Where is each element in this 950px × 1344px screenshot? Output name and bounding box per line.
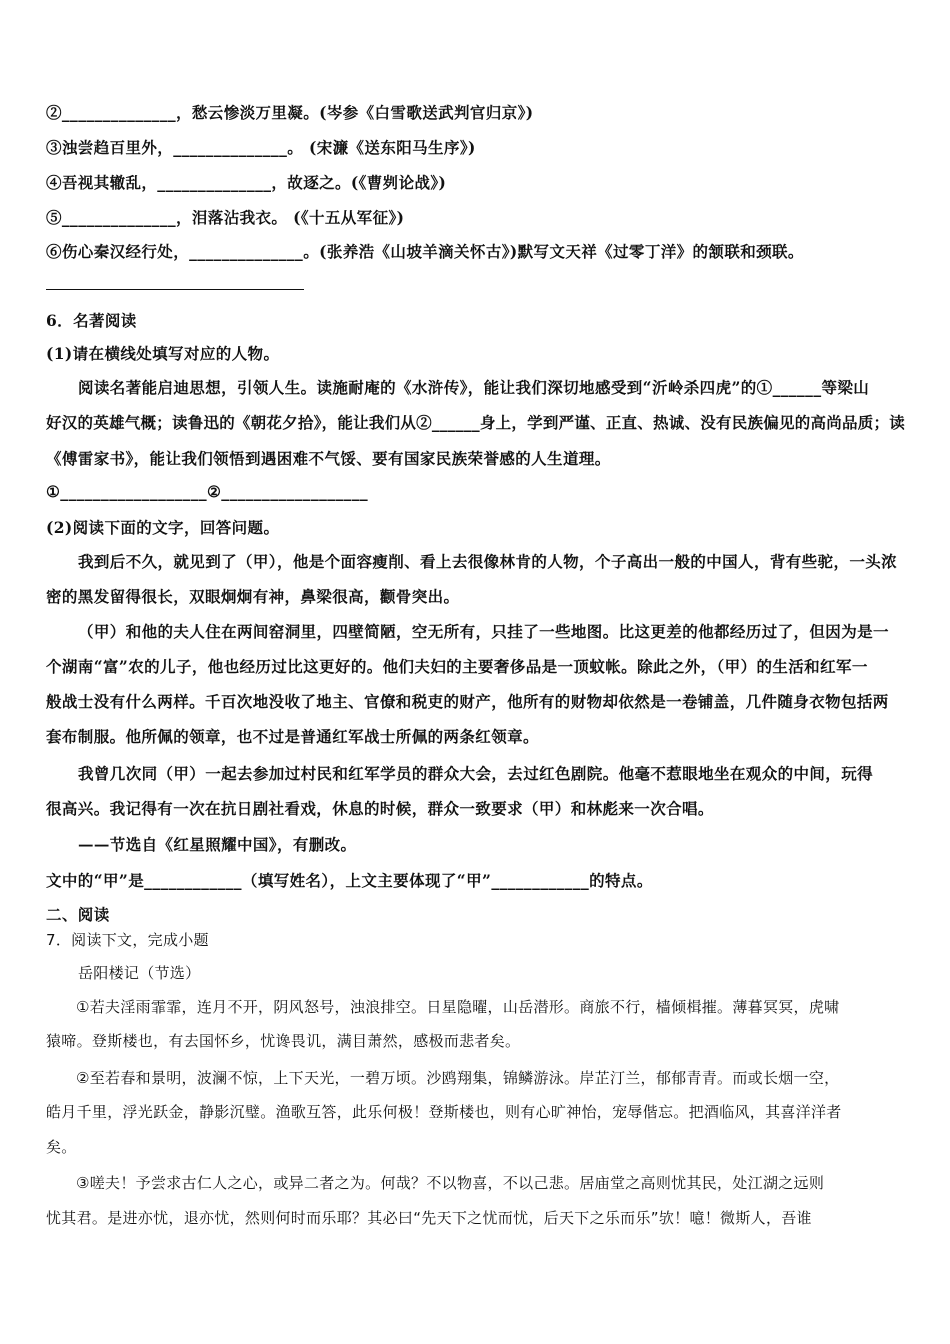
q5-line-3: ③浊尝趋百里外，______________。 (宋濂《送东阳马生序》) xyxy=(46,138,476,157)
q6-part2-prompt: (2)阅读下面的文字，回答问题。 xyxy=(46,518,280,537)
q6-p2-line-1: （甲）和他的夫人住在两间窑洞里，四壁简陋，空无所有，只挂了一些地图。比这更差的他都经历过了，但因为是一 xyxy=(78,622,889,641)
q5-line-4: ④吾视其辙乱，______________，故逐之。(《曹刿论战》) xyxy=(46,173,447,192)
q6-question: 文中的“甲”是____________（填写姓名），上文主要体现了“甲”____________的特点。 xyxy=(46,871,653,890)
essay-title: 岳阳楼记（节选） xyxy=(78,964,201,982)
q6-p3-line-1: 我曾几次同（甲）一起去参加过村民和红军学员的群众大会，去过红色剧院。他毫不惹眼地坐在观众的中间，玩得 xyxy=(78,764,874,783)
q5-line-5: ⑤______________，泪落沾我衣。 (《十五从军征》) xyxy=(46,208,405,227)
essay-p1-line-1: ①若夫淫雨霏霏，连月不开，阴风怒号，浊浪排空。日星隐曜，山岳潜形。商旅不行，樯倾楫摧。薄暮冥冥，虎啸 xyxy=(76,998,840,1016)
essay-p3-line-2: 忧其君。是进亦忧，退亦忧，然则何时而乐耶？其必曰“先天下之忧而忧，后天下之乐而乐”欤！噫！微斯人，吾谁 xyxy=(46,1209,812,1227)
essay-p1-line-2: 猿啼。登斯楼也，有去国怀乡，忧谗畏讥，满目萧然，感极而悲者矣。 xyxy=(46,1032,521,1050)
essay-p2-line-2: 皓月千里，浮光跃金，静影沉璧。渔歌互答，此乐何极！登斯楼也，则有心旷神怡，宠辱偕忘。把酒临风，其喜洋洋者 xyxy=(46,1103,842,1121)
q5-line-2: ②______________，愁云惨淡万里凝。(岑参《白雪歌送武判官归京》) xyxy=(46,103,534,122)
q6-part1-prompt: (1)请在横线处填写对应的人物。 xyxy=(46,344,280,363)
q6-p2-line-4: 套布制服。他所佩的领章，也不过是普通红军战士所佩的两条红领章。 xyxy=(46,727,539,746)
q6-source: ——节选自《红星照耀中国》，有删改。 xyxy=(78,835,357,854)
q6-p1-line-1: 我到后不久，就见到了（甲），他是个面容瘦削、看上去很像林肯的人物，个子高出一般的中国人，背有些驼，一头浓 xyxy=(78,552,898,571)
q7-title: 7．阅读下文，完成小题 xyxy=(46,931,209,949)
essay-p3-line-1: ③嗟夫！予尝求古仁人之心，或异二者之为。何哉？不以物喜，不以己悲。居庙堂之高则忧其民，处江湖之远则 xyxy=(76,1174,825,1192)
q6-part1-line-2: 好汉的英雄气概；读鲁迅的《朝花夕拾》，能让我们从②______身上，学到严谨、正直、热诚、没有民族偏见的高尚品质；读 xyxy=(46,413,905,432)
q6-title: 6．名著阅读 xyxy=(46,311,137,330)
section-heading: 二、阅读 xyxy=(46,905,110,924)
q6-part1-line-1: 阅读名著能启迪思想，引领人生。读施耐庵的《水浒传》，能让我们深切地感受到“沂岭杀四虎”的①______等梁山 xyxy=(78,378,870,397)
q6-part1-answers: ①__________________②__________________ xyxy=(46,482,368,501)
q6-p1-line-2: 密的黑发留得很长，双眼炯炯有神，鼻梁很高，颧骨突出。 xyxy=(46,587,460,606)
q5-line-6: ⑥伤心秦汉经行处，______________。(张养浩《山坡羊滴关怀古》)默写文天祥《过零丁洋》的颔联和颈联。 xyxy=(46,242,804,261)
essay-p2-line-3: 矣。 xyxy=(46,1138,77,1156)
q6-p2-line-3: 般战士没有什么两样。千百次地没收了地主、官僚和税吏的财产，他所有的财物却依然是一卷铺盖，几件随身衣物包括两 xyxy=(46,692,889,711)
answer-underline xyxy=(46,289,304,290)
q6-p3-line-2: 很高兴。我记得有一次在抗日剧社看戏，休息的时候，群众一致要求（甲）和林彪来一次合唱。 xyxy=(46,799,714,818)
q6-part1-line-3: 《傅雷家书》，能让我们领悟到遇困难不气馁、要有国家民族荣誉感的人生道理。 xyxy=(46,449,611,468)
q6-p2-line-2: 个湖南“富”农的儿子，他也经历过比这更好的。他们夫妇的主要奢侈品是一顶蚊帐。除此之外，（甲）的生活和红军一 xyxy=(46,657,868,676)
essay-p2-line-1: ②至若春和景明，波澜不惊，上下天光，一碧万顷。沙鸥翔集，锦鳞游泳。岸芷汀兰，郁郁青青。而或长烟一空， xyxy=(76,1069,840,1087)
